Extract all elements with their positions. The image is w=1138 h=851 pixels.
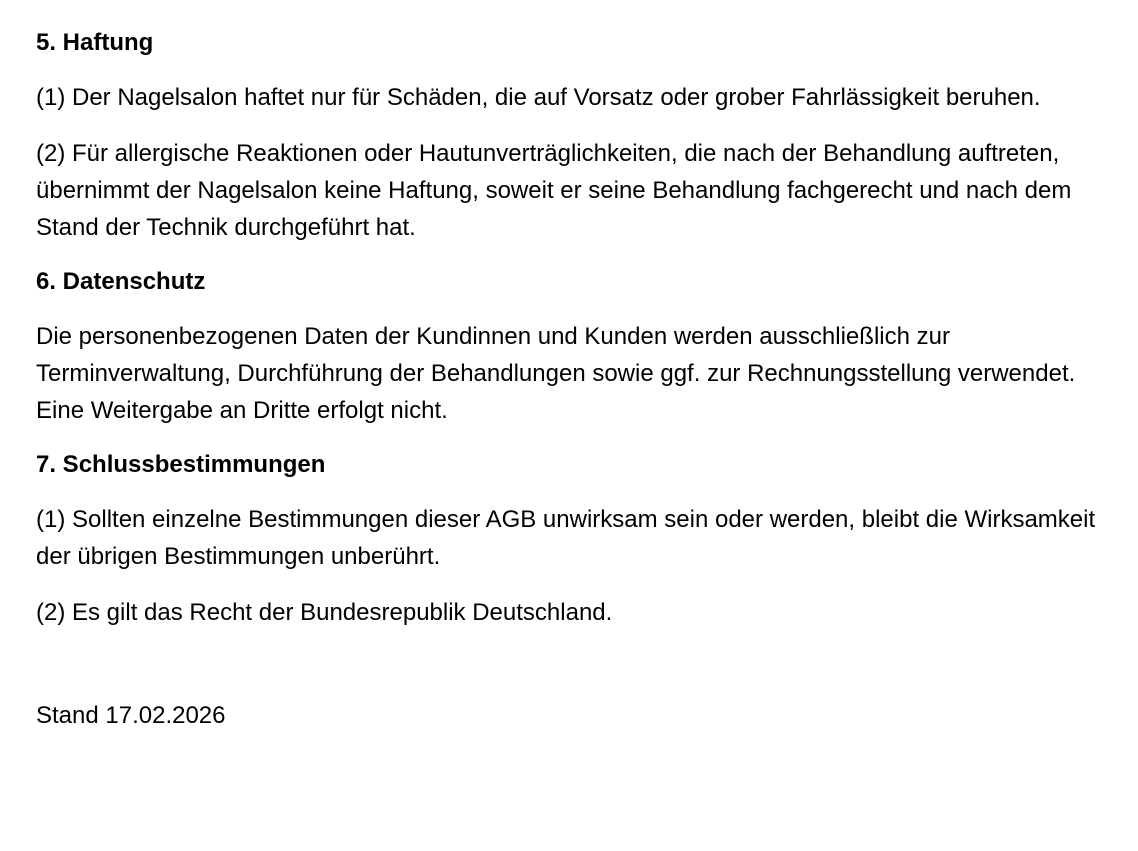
section-heading-haftung: 5. Haftung [36, 29, 154, 56]
schlussbestimmungen-paragraph-1: (1) Sollten einzelne Bestimmungen dieser AGB unwirksam sein oder werden, bleibt die Wirksamkeit der übrigen Bestimmungen unberührt. [36, 506, 1096, 570]
section-heading-schlussbestimmungen: 7. Schlussbestimmungen [36, 451, 326, 478]
haftung-paragraph-2: (2) Für allergische Reaktionen oder Hautunverträglichkeiten, die nach der Behandlung auftreten, übernimmt der Nagelsalon keine Haftung, soweit er seine Behandlung fachgerecht und nach dem Stand der Technik durchgeführt hat. [36, 140, 1072, 241]
stand-date: Stand 17.02.2026 [36, 702, 226, 729]
datenschutz-paragraph: Die personenbezogenen Daten der Kundinnen und Kunden werden ausschließlich zur Terminverwaltung, Durchführung der Behandlungen sowie ggf. zur Rechnungsstellung verwendet. Eine Weitergabe an Dritte erfolgt nicht. [36, 323, 1076, 424]
document-body [36, 26, 1126, 733]
schlussbestimmungen-paragraph-2: (2) Es gilt das Recht der Bundesrepublik Deutschland. [36, 599, 613, 626]
section-heading-datenschutz: 6. Datenschutz [36, 268, 206, 295]
haftung-paragraph-1: (1) Der Nagelsalon haftet nur für Schäden, die auf Vorsatz oder grober Fahrlässigkeit beruhen. [36, 84, 1041, 111]
